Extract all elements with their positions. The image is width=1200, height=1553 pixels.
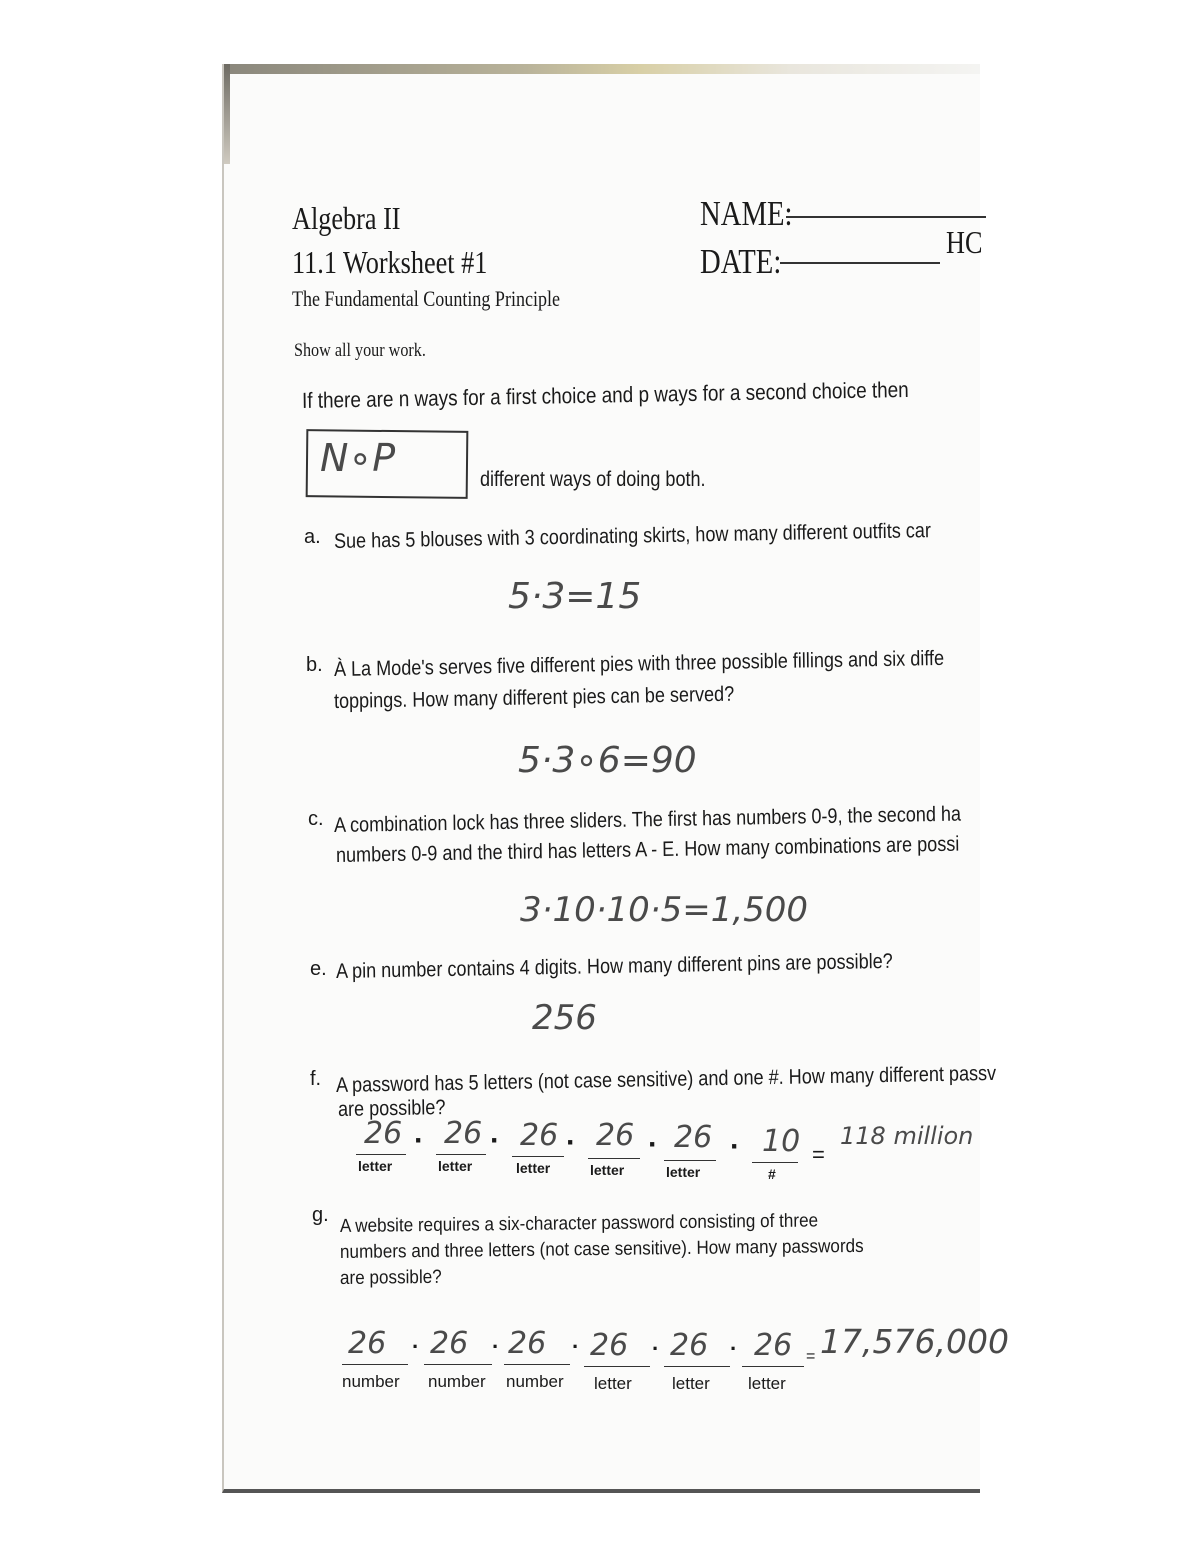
blank-line: [664, 1366, 730, 1367]
question-label: f.: [310, 1068, 322, 1090]
blank-value: 10: [762, 1124, 801, 1159]
question-text: À La Mode's serves five different pies with three possible fillings and six diffe: [333, 646, 945, 681]
course-title: Algebra II: [292, 200, 401, 236]
principle-suffix: different ways of doing both.: [480, 468, 706, 491]
cut-off-header-text: HC: [946, 224, 983, 260]
blank-line: [436, 1154, 486, 1155]
multiply-dot: ·: [652, 1336, 660, 1361]
multiply-dot: ·: [412, 1334, 420, 1359]
multiply-dot: ·: [566, 1126, 576, 1159]
multiply-dot: ·: [492, 1334, 500, 1359]
question-label: c.: [308, 808, 324, 830]
question-text: A website requires a six-character password consisting of three: [339, 1210, 819, 1237]
date-label: DATE:: [700, 242, 782, 281]
blank-value: 26: [670, 1328, 709, 1363]
blank-value: 26: [430, 1326, 469, 1361]
question-text: numbers and three letters (not case sensitive). How many passwords: [339, 1235, 864, 1263]
multiply-dot: ·: [414, 1124, 424, 1157]
question-text: A password has 5 letters (not case sensitive) and one #. How many different passv: [335, 1061, 997, 1097]
blank-value: 26: [590, 1328, 629, 1363]
blank-label: letter: [438, 1158, 473, 1174]
blank-value: 26: [508, 1326, 547, 1361]
question-text: numbers 0-9 and the third has letters A - E. How many combinations are possi: [335, 832, 960, 867]
handwritten-answer: 256: [532, 998, 597, 1038]
blank-line: [512, 1156, 564, 1157]
blank-line: [356, 1154, 406, 1155]
date-blank-line: [780, 262, 940, 264]
blank-line: [588, 1158, 640, 1159]
worksheet-title: 11.1 Worksheet #1: [292, 244, 488, 280]
equals-sign: =: [812, 1142, 825, 1167]
question-text: are possible?: [337, 1096, 446, 1121]
multiply-dot: ·: [730, 1336, 738, 1361]
blank-line: [504, 1364, 570, 1365]
question-text: A pin number contains 4 digits. How many different pins are possible?: [335, 949, 893, 983]
blank-label: letter: [516, 1160, 551, 1176]
question-label: a.: [304, 526, 321, 548]
worksheet-topic: The Fundamental Counting Principle: [292, 286, 561, 311]
blank-label: number: [428, 1372, 486, 1391]
blank-line: [584, 1366, 650, 1367]
handwritten-answer: 5·3=15: [508, 576, 642, 617]
handwritten-answer: 3·10·10·5=1,500: [520, 890, 809, 930]
blank-label: number: [506, 1372, 564, 1391]
question-label: e.: [310, 958, 327, 980]
question-text: are possible?: [339, 1266, 442, 1289]
blank-line: [742, 1366, 804, 1367]
blank-label: number: [342, 1372, 400, 1391]
principle-statement: If there are n ways for a first choice and p ways for a second choice then: [301, 376, 909, 413]
multiply-dot: ·: [572, 1334, 580, 1359]
blank-label: #: [768, 1166, 776, 1182]
name-label: NAME:: [700, 194, 793, 233]
question-text: Sue has 5 blouses with 3 coordinating skirts, how many different outfits car: [333, 519, 932, 553]
blank-line: [342, 1364, 408, 1365]
blank-label: letter: [672, 1374, 710, 1393]
blank-label: letter: [590, 1162, 625, 1178]
multiply-dot: ·: [490, 1124, 500, 1157]
handwritten-result: 17,576,000: [820, 1322, 1009, 1361]
blank-line: [664, 1160, 716, 1161]
blank-value: 26: [674, 1120, 713, 1155]
blank-value: 26: [364, 1116, 403, 1151]
multiply-dot: ·: [648, 1128, 658, 1161]
principle-handwritten-answer: N∘P: [320, 436, 396, 480]
blank-value: 26: [348, 1326, 387, 1361]
blank-value: 26: [520, 1118, 559, 1153]
name-blank-line: [786, 216, 986, 218]
equals-sign: =: [806, 1348, 816, 1365]
blank-line: [752, 1162, 798, 1163]
handwritten-result: 118 million: [840, 1122, 974, 1150]
question-text: toppings. How many different pies can be served?: [333, 682, 735, 713]
blank-value: 26: [444, 1116, 483, 1151]
instructions: Show all your work.: [294, 340, 426, 361]
handwritten-answer: 5·3∘6=90: [518, 740, 697, 781]
blank-label: letter: [594, 1374, 632, 1393]
page-shadow-edge: [224, 64, 980, 74]
worksheet-page: [222, 64, 1009, 1493]
question-label: g.: [312, 1204, 329, 1226]
blank-value: 26: [754, 1328, 793, 1363]
blank-label: letter: [748, 1374, 786, 1393]
blank-line: [424, 1364, 492, 1365]
multiply-dot: ·: [730, 1130, 740, 1163]
page-fold-edge: [224, 64, 230, 164]
blank-value: 26: [596, 1118, 635, 1153]
blank-label: letter: [358, 1158, 393, 1174]
blank-label: letter: [666, 1164, 701, 1180]
question-label: b.: [306, 654, 323, 676]
question-text: A combination lock has three sliders. The first has numbers 0-9, the second ha: [333, 802, 962, 837]
